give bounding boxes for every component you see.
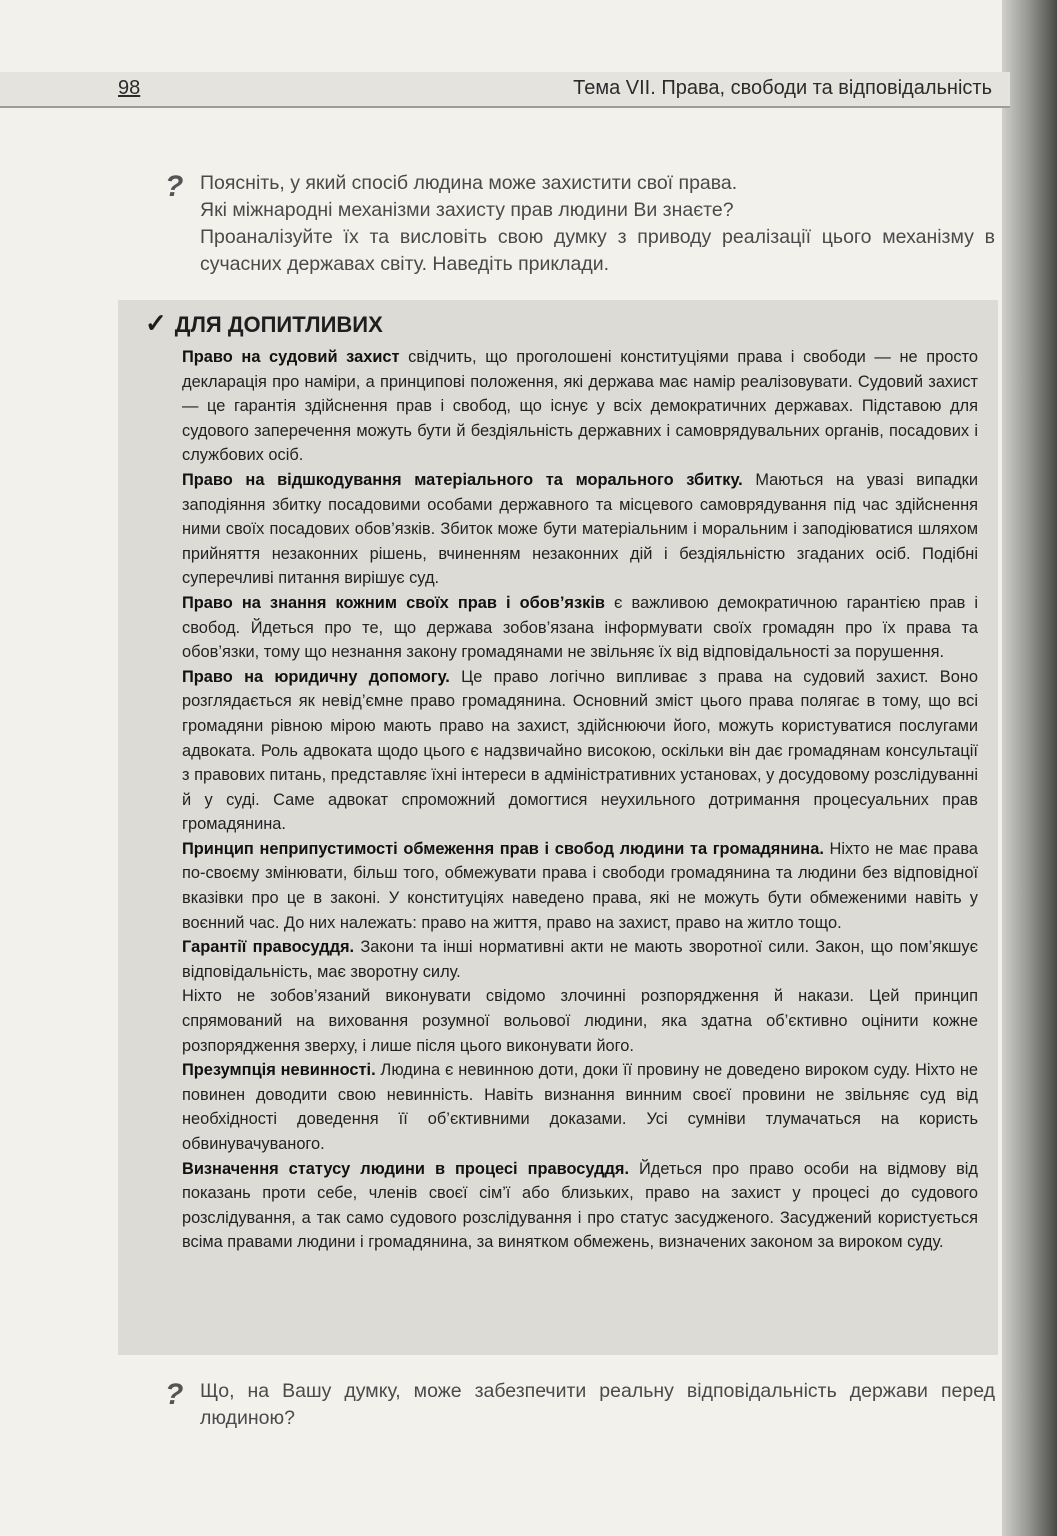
paragraph-text: Закони та інші нормативні акти не мають зворотної сили. Закон, що пом’якшує відповідальність, має зворотну силу.	[182, 938, 978, 981]
paragraph-text: Маються на увазі випадки заподіяння збитку посадовими особами державного та місцевого самоврядування під час здійснення ними своїх посадових обов’язків. Збиток може бути матеріальним і моральним і заподіюватися шляхом прийняття незаконних рішень, вчиненням незаконних дій і бездіяльністю згаданих осіб. Подібні суперечливі питання вирішує суд.	[182, 470, 978, 588]
paragraph-heading: Право на юридичну допомогу.	[182, 667, 450, 686]
page-binding-shadow	[1002, 0, 1057, 1536]
question-block-2	[165, 1378, 995, 1432]
paragraph-heading: Право на відшкодування матеріального та морального збитку.	[182, 470, 743, 489]
paragraph-heading: Гарантії правосуддя.	[182, 938, 355, 957]
question-line: Що, на Вашу думку, може забезпечити реальну відповідальність держави перед людиною?	[200, 1380, 995, 1429]
paragraph	[182, 345, 978, 468]
paragraph	[182, 1058, 978, 1156]
question-block-1	[165, 170, 995, 278]
question-line: Які міжнародні механізми захисту прав людини Ви знаєте?	[200, 199, 734, 221]
paragraph	[182, 935, 978, 984]
paragraph-text: свідчить, що проголошені конституціями права і свободи — не просто декларація про наміри, а принципові положення, які держава має намір реалізовувати. Судовий захист — це гарантія здійснення прав і свобод, що існує у всіх демократичних державах. Підставою для судового заперечення можуть бути й бездіяльність державних і самоврядувальних органів, посадових і службових осіб.	[182, 348, 978, 465]
paragraph	[182, 468, 978, 591]
checkmark-icon: ✓	[145, 308, 167, 338]
paragraph	[182, 984, 978, 1058]
paragraph-heading: Принцип неприпустимості обмеження прав і свобод людини та громадянина.	[182, 839, 824, 858]
paragraph	[182, 837, 978, 935]
question-line: Проаналізуйте їх та висловіть свою думку з приводу реалізації цього механізму в сучасних державах світу. Наведіть приклади.	[200, 226, 995, 275]
paragraph-heading: Право на судовий захист	[182, 348, 400, 366]
paragraph-text: Йдеться про право особи на відмову від показань проти себе, членів своєї сім’ї або близьких, право на захист у процесі до судового розслідування, а так само судового розслідування і про статус засудженого. Засуджений користується всіма правами людини і громадянина, за винятком обмежень, визначених законом за вироком суду.	[182, 1159, 978, 1252]
page-number: 98	[118, 77, 141, 99]
question-mark-icon: ?	[165, 170, 184, 203]
question-line: Поясніть, у який спосіб людина може захистити свої права.	[200, 172, 738, 194]
paragraph-text: Це право логічно випливає з права на судовий захист. Воно розглядається як невід’ємне право громадянина. Основний зміст цього права полягає в тому, що всі громадяни рівною мірою мають право на захист, здійснюючи його, можуть користуватися послугами адвоката. Роль адвоката щодо цього є надзвичайно високою, оскільки він дає громадянам консультації з правових питань, представляє їхні інтереси в адміністративних установах, у досудовому розслідуванні й у суді. Саме адвокат спроможний домогтися неухильного дотримання процесуальних прав громадянина.	[182, 667, 978, 834]
running-head: Тема VII. Права, свободи та відповідальність	[573, 77, 992, 99]
box-title-text: ДЛЯ ДОПИТЛИВИХ	[174, 312, 383, 337]
box-body	[182, 345, 978, 1255]
paragraph-heading: Презумпція невинності.	[182, 1061, 376, 1080]
box-title	[145, 308, 383, 339]
paragraph-heading: Визначення статусу людини в процесі правосуддя.	[182, 1159, 630, 1178]
paragraph	[182, 665, 978, 837]
paragraph	[182, 1157, 978, 1255]
paragraph	[182, 591, 978, 665]
question-text-2	[200, 1378, 995, 1432]
question-text-1	[200, 170, 995, 278]
question-mark-icon: ?	[165, 1378, 184, 1411]
paragraph-text: Людина є невинною доти, доки її провину не доведено вироком суду. Ніхто не повинен доводити свою невинність. Навіть визнання винним своєї провини не звільняє суд від необхідності доведення її об’єктивними доказами. Усі сумніви тлумачаться на користь обвинувачуваного.	[182, 1061, 978, 1153]
paragraph-heading: Право на знання кожним своїх прав і обов’язків	[182, 593, 605, 612]
paragraph-text: Ніхто не зобов’язаний виконувати свідомо злочинні розпорядження й накази. Цей принцип спрямований на виховання розумної вольової людини, яка здатна об’єктивно оцінити кожне розпорядження зверху, і лише після цього виконувати його.	[182, 987, 978, 1055]
paragraph-text: є важливою демократичною гарантією прав і свобод. Йдеться про те, що держава зобов’язана інформувати своїх громадян про їх права та обов’язки, тому що незнання закону громадянами не звільняє їх від відповідальності за порушення.	[182, 593, 978, 662]
paragraph-text: Ніхто не має права по-своєму змінювати, більш того, обмежувати права і свободи громадянина та людини без відповідної вказівки про це в законі. У конституціях наведено права, які не можуть бути обмеженими навіть у воєнний час. До них належать: право на життя, право на захист, право на житло тощо.	[182, 839, 978, 932]
